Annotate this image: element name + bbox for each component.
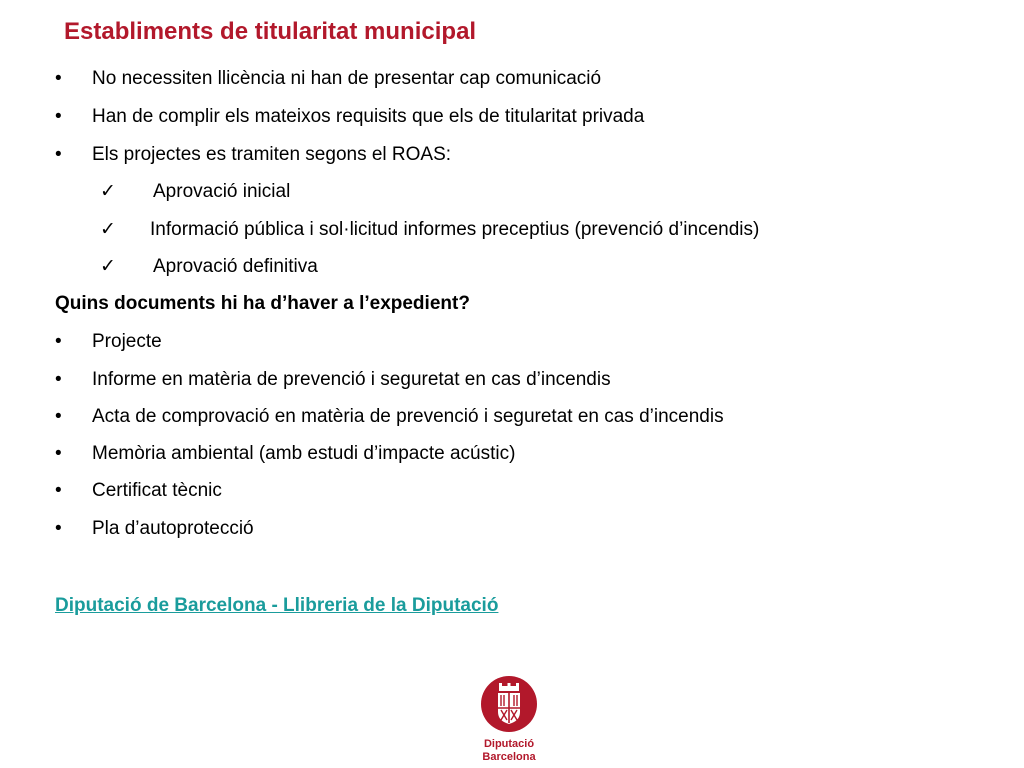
- list-item: Informe en matèria de prevenció i seguretat en cas d’incendis: [92, 369, 611, 390]
- checkmark-icon: ✓: [100, 181, 116, 202]
- bullet-marker: •: [55, 369, 62, 390]
- bullet-marker: •: [55, 406, 62, 427]
- list-item: No necessiten llicència ni han de presentar cap comunicació: [92, 68, 602, 89]
- documents-heading: Quins documents hi ha d’haver a l’expedient?: [55, 293, 470, 314]
- bullet-marker: •: [55, 443, 62, 464]
- list-item: Certificat tècnic: [92, 480, 222, 501]
- list-item: Han de complir els mateixos requisits que els de titularitat privada: [92, 106, 645, 127]
- logo-text-line2: Barcelona: [482, 751, 536, 763]
- checkmark-icon: ✓: [100, 256, 116, 277]
- page-title: Establiments de titularitat municipal: [64, 18, 477, 45]
- diputacio-library-link[interactable]: Diputació de Barcelona - Llibreria de la Diputació: [55, 595, 499, 616]
- bullet-marker: •: [55, 106, 62, 127]
- diputacio-barcelona-logo: [474, 672, 544, 764]
- bullet-marker: •: [55, 480, 62, 501]
- coat-of-arms-icon: [474, 672, 544, 736]
- bullet-marker: •: [55, 518, 62, 539]
- roas-step: Aprovació definitiva: [153, 256, 318, 277]
- roas-step: Aprovació inicial: [153, 181, 291, 202]
- checkmark-icon: ✓: [100, 219, 116, 240]
- list-item: Memòria ambiental (amb estudi d’impacte acústic): [92, 443, 516, 464]
- bullet-marker: •: [55, 68, 62, 89]
- list-item: Acta de comprovació en matèria de prevenció i seguretat en cas d’incendis: [92, 406, 724, 427]
- logo-text-line1: Diputació: [483, 738, 535, 750]
- list-item: Pla d’autoprotecció: [92, 518, 254, 539]
- list-item: Els projectes es tramiten segons el ROAS:: [92, 144, 452, 165]
- list-item: Projecte: [92, 331, 162, 352]
- bullet-marker: •: [55, 331, 62, 352]
- bullet-marker: •: [55, 144, 62, 165]
- roas-step: Informació pública i sol·licitud informes preceptius (prevenció d’incendis): [150, 219, 760, 240]
